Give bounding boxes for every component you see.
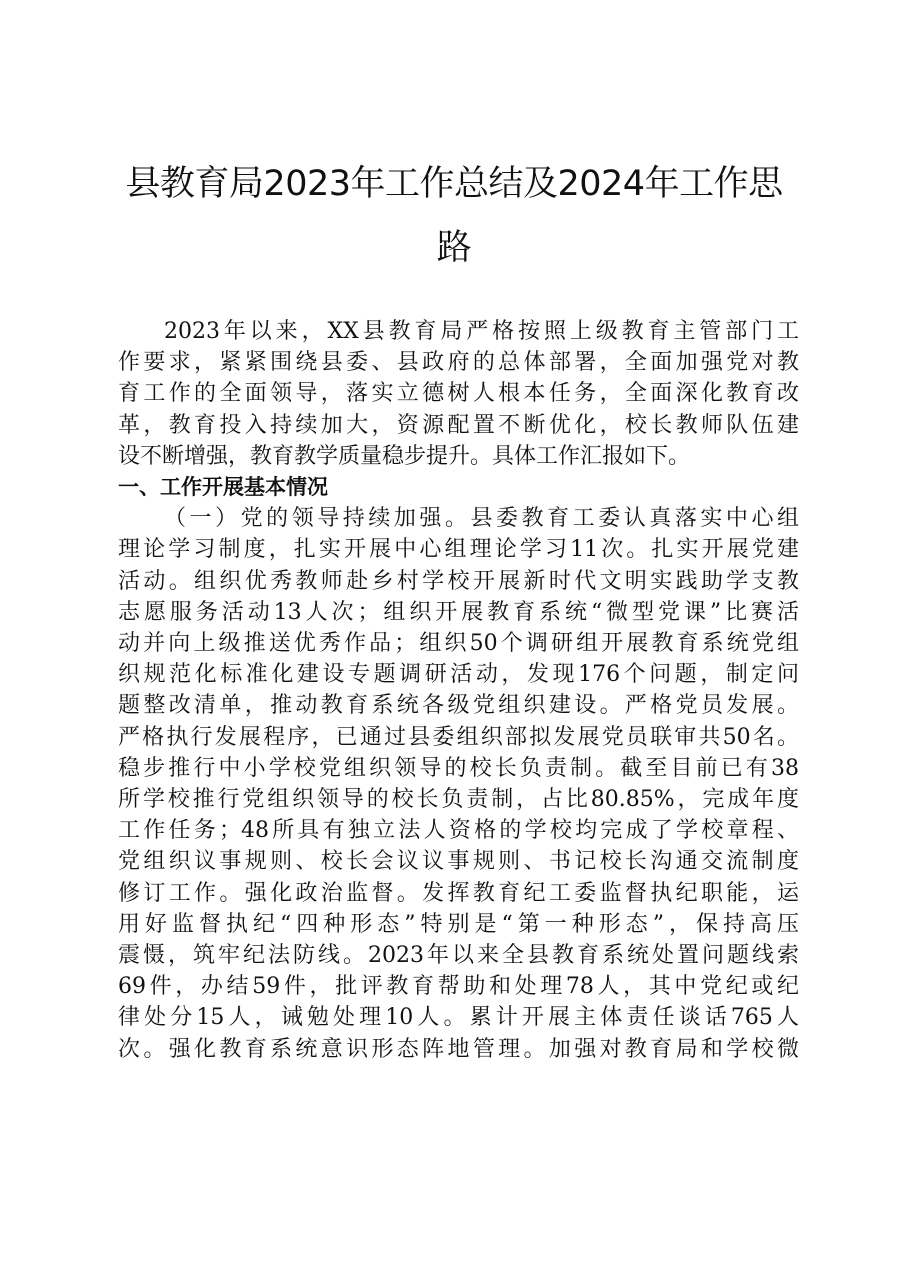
text-line: 工作任务；48所具有独立法人资格的学校均完成了学校章程、 <box>118 818 799 844</box>
text-line <box>118 503 799 534</box>
text-run: 县委教育工委认真落实中心组 <box>470 506 799 532</box>
text-line: 2023年以来，XX县教育局严格按照上级教育主管部门工 <box>164 319 799 344</box>
text-line: 用好监督执纪“四种形态”特别是“第一种形态”，保持高压 <box>118 911 799 937</box>
text-line: 育工作的全面领导，落实立德树人根本任务，全面深化教育改 <box>118 381 799 407</box>
text-line: 设不断增强，教育教学质量稳步提升。具体工作汇报如下。 <box>118 443 691 469</box>
text-line: 革，教育投入持续加大，资源配置不断优化，校长教师队伍建 <box>118 412 799 438</box>
text-line: 志愿服务活动13人次；组织开展教育系统“微型党课”比赛活 <box>118 599 799 625</box>
text-line: 震慑，筑牢纪法防线。2023年以来全县教育系统处置问题线索 <box>118 943 799 969</box>
text-line: 题整改清单，推动教育系统各级党组织建设。严格党员发展。 <box>118 693 799 719</box>
text-line: 律处分15人，诫勉处理10人。累计开展主体责任谈话765人 <box>118 1005 799 1031</box>
text-line: 活动。组织优秀教师赴乡村学校开展新时代文明实践助学支教 <box>118 568 799 594</box>
subsection-paragraph <box>118 503 799 1065</box>
text-line: 党组织议事规则、校长会议议事规则、书记校长沟通交流制度 <box>118 849 799 875</box>
text-line: 织规范化标准化建设专题调研活动，发现176个问题，制定问 <box>118 662 799 688</box>
text-line: 动并向上级推送优秀作品；组织50个调研组开展教育系统党组 <box>118 631 799 657</box>
text-line: 理论学习制度，扎实开展中心组理论学习11次。扎实开展党建 <box>118 537 799 563</box>
text-line: 严格执行发展程序，已通过县委组织部拟发展党员联审共50名。 <box>118 724 799 750</box>
document-body <box>118 316 799 1065</box>
text-line: 次。强化教育系统意识形态阵地管理。加强对教育局和学校微 <box>118 1036 799 1062</box>
text-line: 稳步推行中小学校党组织领导的校长负责制。截至目前已有38 <box>118 755 799 781</box>
title-line-2: 路 <box>436 228 472 268</box>
text-line: 69件，办结59件，批评教育帮助和处理78人，其中党纪或纪 <box>118 974 799 1000</box>
document-title <box>118 152 790 280</box>
text-line: 修订工作。强化政治监督。发挥教育纪工委监督执纪职能，运 <box>118 880 799 906</box>
text-line: 作要求，紧紧围绕县委、县政府的总体部署，全面加强党对教 <box>118 350 799 376</box>
subsection-lead: （一）党的领导持续加强。 <box>164 506 471 532</box>
title-line-1: 县教育局2023年工作总结及2024年工作思 <box>125 164 783 204</box>
intro-paragraph <box>118 316 799 472</box>
section-heading: 一、工作开展基本情况 <box>118 475 328 500</box>
text-line: 所学校推行党组织领导的校长负责制，占比80.85%，完成年度 <box>118 787 799 813</box>
